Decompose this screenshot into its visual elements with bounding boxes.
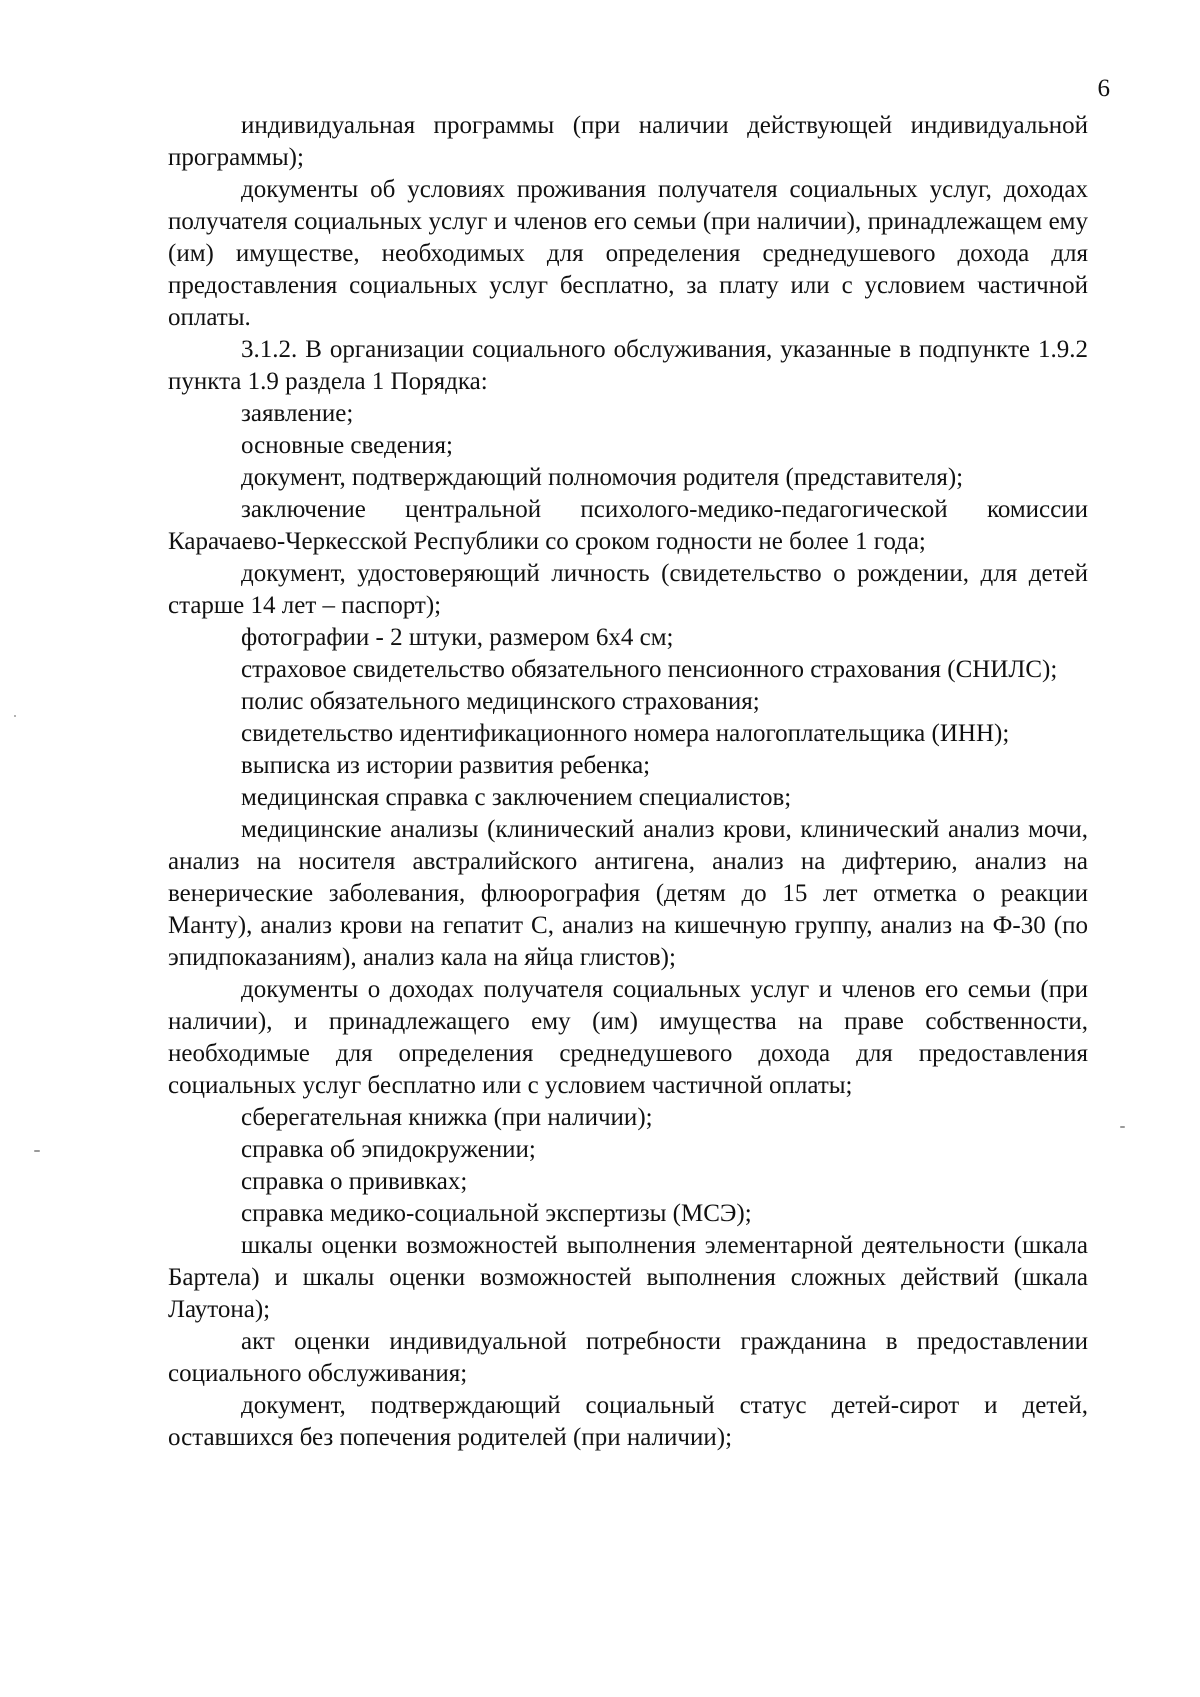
scan-artifact-mark	[1120, 1126, 1125, 1128]
list-item-needs-assessment-act: акт оценки индивидуальной потребности гражданина в предоставлении социального обслуживания;	[168, 1328, 1088, 1387]
list-item-vaccinations: справка о прививках;	[241, 1168, 468, 1195]
list-item-mse-certificate: справка медико-социальной экспертизы (МСЭ);	[241, 1200, 752, 1227]
list-item-orphan-status-document: документ, подтверждающий социальный статус детей-сирот и детей, оставшихся без попечения родителей (при наличии);	[168, 1392, 1088, 1451]
paragraph-section-3-1-2: 3.1.2. В организации социального обслуживания, указанные в подпункте 1.9.2 пункта 1.9 раздела 1 Порядка:	[168, 336, 1088, 395]
list-item-photos: фотографии - 2 штуки, размером 6х4 см;	[241, 624, 674, 651]
list-item-identity-document: документ, удостоверяющий личность (свидетельство о рождении, для детей старше 14 лет – паспорт);	[168, 560, 1088, 619]
paragraph-living-conditions-documents: документы об условиях проживания получателя социальных услуг, доходах получателя социальных услуг и членов его семьи (при наличии), принадлежащем ему (им) имуществе, необходимых для определения среднедушевого дохода для предоставления социальных услуг бесплатно, за плату или с условием частичной оплаты.	[168, 176, 1088, 331]
paragraph-individual-program: индивидуальная программы (при наличии действующей индивидуальной программы);	[168, 112, 1088, 171]
list-item-development-history: выписка из истории развития ребенка;	[241, 752, 651, 779]
list-item-medical-tests: медицинские анализы (клинический анализ крови, клинический анализ мочи, анализ на носителя австралийского антигена, анализ на дифтерию, анализ на венерические заболевания, флюорография (детям до 15 лет отметка о реакции Манту), анализ крови на гепатит С, анализ на кишечную группу, анализ на Ф-30 (по эпидпоказаниям), анализ кала на яйца глистов);	[168, 816, 1088, 971]
list-item-basic-info: основные сведения;	[241, 432, 453, 459]
document-body	[168, 110, 1088, 1454]
list-item-medical-insurance: полис обязательного медицинского страхования;	[241, 688, 760, 715]
list-item-income-documents: документы о доходах получателя социальных услуг и членов его семьи (при наличии), и принадлежащего ему (им) имущества на праве собственности, необходимые для определения среднедушевого дохода для предоставления социальных услуг бесплатно или с условием частичной оплаты;	[168, 976, 1088, 1099]
list-item-parent-authority: документ, подтверждающий полномочия родителя (представителя);	[241, 464, 964, 491]
page-number: 6	[1097, 75, 1110, 102]
list-item-epid-environment: справка об эпидокружении;	[241, 1136, 536, 1163]
scan-artifact-mark	[14, 715, 16, 717]
scan-artifact-mark	[34, 1150, 40, 1152]
list-item-application: заявление;	[241, 400, 354, 427]
list-item-pmpk-conclusion: заключение центральной психолого-медико-педагогической комиссии Карачаево-Черкесской Республики со сроком годности не более 1 года;	[168, 496, 1088, 555]
list-item-medical-certificate: медицинская справка с заключением специалистов;	[241, 784, 792, 811]
list-item-inn: свидетельство идентификационного номера налогоплательщика (ИНН);	[241, 720, 1010, 747]
list-item-assessment-scales: шкалы оценки возможностей выполнения элементарной деятельности (шкала Бартела) и шкалы оценки возможностей выполнения сложных действий (шкала Лаутона);	[168, 1232, 1088, 1323]
list-item-savings-book: сберегательная книжка (при наличии);	[241, 1104, 653, 1131]
list-item-snils: страховое свидетельство обязательного пенсионного страхования (СНИЛС);	[241, 656, 1058, 683]
